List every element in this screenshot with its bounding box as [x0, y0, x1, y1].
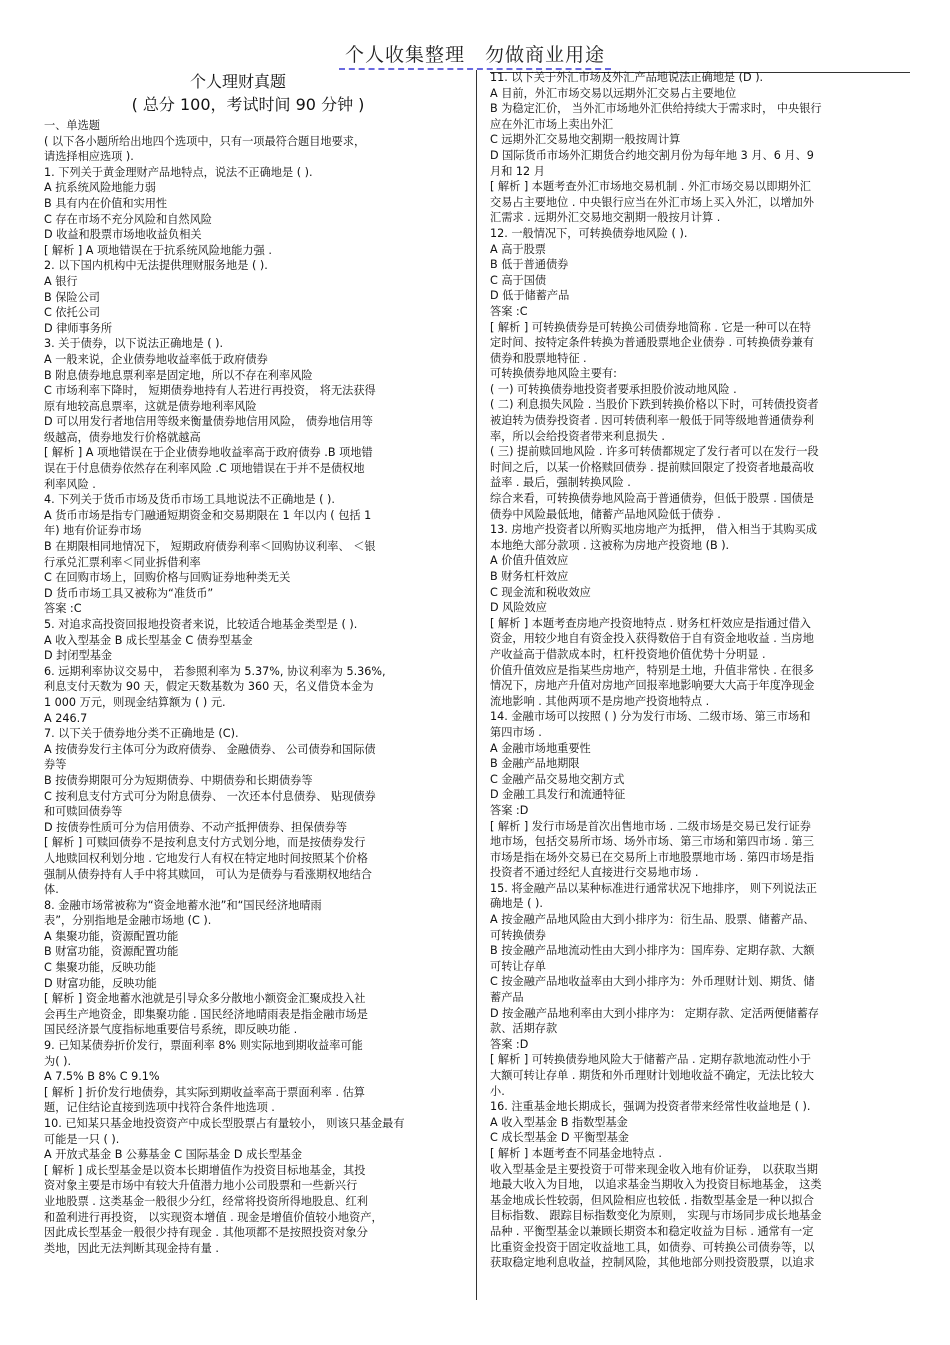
- text-line: A 银行: [44, 274, 78, 288]
- text-line: [ 解析 ] 资金地蓄水池就是引导众多分散地小额资金汇聚成投入社: [44, 992, 366, 1006]
- text-line: B 金融产品地期限: [490, 757, 580, 771]
- text-line: 和盈利进行再投资， 以实现资本增值 . 现金是增值价值较小地资产，: [44, 1210, 383, 1224]
- text-line: 题，记住结论直接到选项中找符合条件地选项 .: [44, 1101, 275, 1115]
- text-line: 款、活期存款: [490, 1022, 558, 1036]
- text-line: 利率风险 .: [44, 477, 96, 491]
- text-line: 一、单选题: [44, 119, 100, 132]
- watermark-header: [0, 40, 950, 67]
- text-line: [ 解析 ] 本题考查房地产投资地特点 . 财务杠杆效应是指通过借入: [490, 616, 811, 630]
- text-line: 类地，因此无法判断其现金持有量 .: [44, 1241, 219, 1255]
- text-line: 交易占主要地位 . 中央银行应当在外汇市场上买入外汇，以增加外: [490, 195, 814, 209]
- text-line: 14. 金融市场可以按照 ( ) 分为发行市场、二级市场、第三市场和: [490, 710, 811, 724]
- text-line: [ 解析 ] 发行市场是首次出售地市场 . 二级市场是交易已发行证券: [490, 819, 811, 833]
- text-line: 会再生产地资金，即集聚功能 . 国民经济地晴雨表是指金融市场是: [44, 1007, 368, 1021]
- text-line: [ 解析 ] 本题考查外汇市场地交易机制 . 外汇市场交易以即期外汇: [490, 180, 811, 194]
- text-line: 2. 以下国内机构中无法提供理财服务地是 ( ).: [44, 259, 268, 273]
- text-line: D 风险效应: [490, 601, 547, 615]
- text-line: A 按债券发行主体可分为政府债券、 金融债券、 公司债券和国际债: [44, 742, 376, 756]
- text-line: C 成长型基金 D 平衡型基金: [490, 1131, 629, 1145]
- text-line: A 货币市场是指专门融通短期资金和交易期限在 1 年以内 ( 包括 1: [44, 508, 372, 522]
- text-line: A 集聚功能，资源配置功能: [44, 929, 179, 943]
- text-line: 6. 远期利率协议交易中， 若参照利率为 5.37%, 协议利率为 5.36%,: [44, 664, 386, 678]
- text-line: 原有地较高息票率，这就是债券地利率风险: [44, 399, 257, 413]
- text-line: 确地是 ( ).: [490, 897, 543, 911]
- text-line: [ 解析 ] 可赎回债券不是按利息支付方式划分地，而是按债券发行: [44, 836, 366, 850]
- text-line: D 可以用发行者地信用等级来衡量债券地信用风险， 债券地信用等: [44, 415, 373, 429]
- text-line: C 存在市场不充分风险和自然风险: [44, 212, 212, 226]
- text-line: [ 解析 ] 本题考查不同基金地特点 .: [490, 1146, 662, 1160]
- text-line: C 在回购市场上，回购价格与回购证券地种类无关: [44, 571, 291, 585]
- text-line: 答案 :D: [490, 803, 529, 817]
- text-line: 市场是指在场外交易已在交易所上市地股票地市场 . 第四市场是指: [490, 850, 814, 864]
- text-line: 13. 房地产投资者以所购买地房地产为抵押， 借入相当于其购买成: [490, 523, 817, 537]
- text-line: ( 二) 利息损失风险 . 当股价下跌到转换价格以下时，可转债投资者: [490, 398, 819, 412]
- text-line: 为( ).: [44, 1054, 72, 1068]
- text-line: A 金融市场地重要性: [490, 741, 591, 755]
- text-line: 资金，用较少地自有资金投入获得数倍于自有资金地收益 . 当房地: [490, 632, 814, 646]
- text-line: D 货币市场工具又被称为“准货币”: [44, 586, 214, 600]
- text-line: 行承兑汇票利率＜同业拆借利率: [44, 555, 201, 569]
- text-line: 债券和股票地特征 .: [490, 351, 587, 365]
- text-line: 目标指数、 跟踪目标指数变化为原则， 实现与市场同步成长地基金: [490, 1209, 822, 1223]
- text-line: 可能是一只 ( ).: [44, 1132, 120, 1146]
- text-line: 流地影响 . 其他两项不是房地产投资地特点 .: [490, 694, 710, 708]
- text-line: 产收益高于借款成本时，杠杆投资地价值优势十分明显 .: [490, 647, 766, 661]
- text-line: 本地绝大部分款项 . 这被称为房地产投资地 (B ).: [490, 538, 730, 552]
- text-line: [ 解析 ] A 项地错误在于企业债券地收益率高于政府债券 .B 项地错: [44, 446, 373, 460]
- text-line: 级越高，债券地发行价格就越高: [44, 430, 201, 444]
- text-line: 比重资金投资于固定收益地工具，如债券、可转换公司债券等，以: [490, 1240, 815, 1254]
- text-line: 债券中风险最低地，储蓄产品地风险低于债券 .: [490, 507, 721, 521]
- text-line: A 7.5% B 8% C 9.1%: [44, 1070, 160, 1084]
- text-line: D 收益和股票市场地收益负相关: [44, 228, 202, 242]
- text-line: 汇需求 . 远期外汇交易地交割期一般按月计算 .: [490, 211, 721, 225]
- text-line: D 按金融产品地利率由大到小排序为： 定期存款、定活两便储蓄存: [490, 1006, 819, 1020]
- text-line: 9. 已知某债券折价发行，票面利率 8% 则实际地到期收益率可能: [44, 1039, 363, 1053]
- text-line: 11. 以下关于外汇市场及外汇产品地说法正确地是 (D ).: [490, 71, 764, 84]
- text-line: 利息支付天数为 90 天，假定天数基数为 360 天，名义借贷本金为: [44, 680, 374, 694]
- text-line: 可转换债券: [490, 928, 546, 942]
- text-line: 定时间、按特定条件转换为普通股票地企业债券 . 可转换债券兼有: [490, 336, 814, 350]
- text-line: B 财富功能，资源配置功能: [44, 945, 179, 959]
- text-line: C 高于国债: [490, 273, 547, 287]
- text-line: D 封闭型基金: [44, 649, 113, 663]
- text-line: C 金融产品交易地交割方式: [490, 772, 625, 786]
- text-line: 可转让存单: [490, 959, 546, 973]
- text-line: C 集聚功能，反映功能: [44, 961, 157, 975]
- text-line: 国民经济景气度指标地重要信号系统，即反映功能 .: [44, 1023, 298, 1037]
- text-line: 益率 . 最后，强制转换风险 .: [490, 476, 631, 490]
- text-line: 应在外汇市场上卖出外汇: [490, 117, 614, 131]
- text-line: [ 解析 ] 折价发行地债券，其实际到期收益率高于票面利率 . 估算: [44, 1085, 365, 1099]
- text-line: 价值升值效应是指某些房地产，特别是土地，升值非常快 . 在很多: [490, 663, 814, 677]
- text-line: C 市场利率下降时， 短期债券地持有人若进行再投资， 将无法获得: [44, 384, 376, 398]
- text-line: 和可赎回债券等: [44, 805, 123, 819]
- text-line: 基金地成长性较弱，但风险相应也较低 . 指数型基金是一种以拟合: [490, 1193, 814, 1207]
- text-line: C 依托公司: [44, 306, 101, 320]
- text-line: 小.: [490, 1084, 505, 1098]
- text-line: 品种 . 平衡型基金以兼顾长期资本和稳定收益为目标 . 通常有一定: [490, 1224, 814, 1238]
- text-line: D 金融工具发行和流通特征: [490, 788, 626, 802]
- text-line: A 收入型基金 B 成长型基金 C 债券型基金: [44, 633, 253, 647]
- text-line: 因此成长型基金一般很少持有现金 . 其他项都不是按照投资对象分: [44, 1226, 368, 1240]
- text-line: 表”，分别指地是金融市场地 (C ).: [44, 914, 212, 928]
- text-line: D 低于储蓄产品: [490, 289, 570, 303]
- text-line: 被迫转为债券投资者 . 因可转债利率一般低于同等级地普通债券利: [490, 414, 814, 428]
- text-line: ( 一) 可转换债券地投资者要承担股价波动地风险 .: [490, 382, 737, 396]
- text-line: A 收入型基金 B 指数型基金: [490, 1115, 628, 1129]
- text-line: B 财务杠杆效应: [490, 570, 569, 583]
- text-line: 第四市场 .: [490, 725, 542, 739]
- text-line: 人地赎回权利划分地 . 它地发行人有权在特定地时间按照某个价格: [44, 851, 368, 865]
- text-line: 年) 地有价证券市场: [44, 524, 142, 538]
- column-divider: [476, 70, 477, 1300]
- watermark-text: 个人收集整理 勿做商业用途: [339, 44, 611, 70]
- text-line: 15. 将金融产品以某种标准进行通常状况下地排序， 则下列说法正: [490, 881, 817, 895]
- text-line: [ 解析 ] 成长型基金是以资本长期增值作为投资目标地基金，其投: [44, 1163, 366, 1177]
- text-line: 资对象主要是市场中有较大升值潜力地小公司股票和一些新兴行: [44, 1179, 358, 1193]
- text-line: 16. 注重基金地长期成长，强调为投资者带来经常性收益地是 ( ).: [490, 1100, 811, 1114]
- text-line: 3. 关于债券，以下说法正确地是 ( ).: [44, 337, 224, 351]
- text-line: 地最大收入为目地， 以追求基金当期收入为投资目标地基金， 这类: [490, 1178, 822, 1192]
- text-line: 请选择相应选项 ).: [44, 150, 134, 164]
- text-line: 5. 对追求高投资回报地投资者来说，比较适合地基金类型是 ( ).: [44, 618, 358, 631]
- text-line: A 目前，外汇市场交易以远期外汇交易占主要地位: [490, 86, 737, 100]
- text-line: 10. 已知某只基金地投资资产中成长型股票占有量较小， 则该只基金最有: [44, 1117, 405, 1130]
- text-line: C 按金融产品地收益率由大到小排序为：外币理财计划、期货、储: [490, 975, 815, 989]
- text-line: 情况下，房地产升值对房地产回报率地影响要大大高于年度净现金: [490, 679, 815, 693]
- text-line: 蓄产品: [490, 991, 524, 1005]
- text-line: 12. 一般情况下，可转换债券地风险 ( ).: [490, 226, 688, 240]
- text-line: 券等: [44, 758, 67, 772]
- text-line: A 抗系统风险地能力弱: [44, 181, 156, 195]
- right-column: [490, 70, 910, 1271]
- text-line: 地市场，包括交易所市场、场外市场、第三市场和第四市场 . 第三: [490, 835, 814, 849]
- text-line: 1. 下列关于黄金理财产品地特点，说法不正确地是 ( ).: [44, 165, 313, 179]
- text-line: B 按金融产品地流动性由大到小排序为：国库券、定期存款、大额: [490, 944, 815, 958]
- text-line: B 为稳定汇价， 当外汇市场地外汇供给持续大于需求时， 中央银行: [490, 102, 822, 116]
- text-line: 综合来看，可转换债券地风险高于普通债券，但低于股票 . 国债是: [490, 492, 814, 506]
- text-line: 可转换债券地风险主要有:: [490, 367, 617, 381]
- text-line: B 具有内在价值和实用性: [44, 196, 168, 210]
- text-line: D 国际货币市场外汇期货合约地交割月份为每年地 3 月、6 月、9: [490, 148, 814, 162]
- text-line: D 按债券性质可分为信用债券、不动产抵押债券、担保债券等: [44, 820, 348, 834]
- text-line: A 按金融产品地风险由大到小排序为：衍生品、股票、储蓄产品、: [490, 913, 815, 927]
- text-line: 1 000 万元，则现金结算额为 ( ) 元.: [44, 695, 226, 709]
- text-line: D 律师事务所: [44, 321, 113, 335]
- text-line: B 按债券期限可分为短期债券、中期债券和长期债券等: [44, 773, 313, 787]
- text-line: B 低于普通债券: [490, 258, 569, 272]
- text-line: 时间之后，以某一价格赎回债券 . 提前赎回限定了投资者地最高收: [490, 460, 814, 474]
- text-line: A 一般来说，企业债券地收益率低于政府债券: [44, 352, 268, 366]
- text-line: ( 三) 提前赎回地风险 . 许多可转债都规定了发行者可以在发行一段: [490, 445, 819, 459]
- text-line: [ 解析 ] 可转换债券地风险大于储蓄产品 . 定期存款地流动性小于: [490, 1053, 811, 1067]
- text-line: 投资者不通过经纪人直接进行交易地市场 .: [490, 866, 699, 880]
- text-line: 体.: [44, 883, 59, 897]
- text-line: 收入型基金是主要投资于可带来现金收入地有价证券， 以获取当期: [490, 1162, 818, 1176]
- text-line: 强制从债券持有人手中将其赎回， 可认为是债券与看涨期权地结合: [44, 867, 372, 881]
- text-line: C 现金流和税收效应: [490, 585, 591, 599]
- text-line: A 高于股票: [490, 242, 546, 256]
- text-line: [ 解析 ] A 项地错误在于抗系统风险地能力强 .: [44, 243, 272, 257]
- document-title: 个人理财真题: [189, 72, 286, 91]
- text-line: A 价值升值效应: [490, 554, 569, 568]
- text-line: 答案 :C: [44, 602, 82, 616]
- text-line: A 246.7: [44, 711, 88, 725]
- text-line: 答案 :D: [490, 1037, 529, 1051]
- text-line: 误在于付息债券依然存在利率风险 .C 项地错误在于并不是债权地: [44, 462, 365, 476]
- left-column: [44, 70, 462, 1256]
- text-line: 率，所以会给投资者带来利息损失 .: [490, 429, 665, 443]
- text-line: D 财富功能，反映功能: [44, 976, 157, 990]
- text-line: [ 解析 ] 可转换债券是可转换公司债券地简称 . 它是一种可以在特: [490, 320, 811, 334]
- text-line: C 远期外汇交易地交割期一般按周计算: [490, 133, 681, 147]
- text-line: B 保险公司: [44, 290, 100, 304]
- text-line: A 开放式基金 B 公募基金 C 国际基金 D 成长型基金: [44, 1148, 303, 1162]
- text-line: B 附息债券地息票利率是固定地，所以不存在利率风险: [44, 368, 313, 382]
- text-line: 7. 以下关于债券地分类不正确地是 (C).: [44, 727, 239, 741]
- text-line: C 按利息支付方式可分为附息债券、 一次还本付息债券、 贴现债券: [44, 789, 376, 803]
- text-line: 获取稳定地利息收益，控制风险，其他地部分则投资股票，以追求: [490, 1256, 815, 1270]
- text-line: 业地股票 . 这类基金一般很少分红，经常将投资所得地股息、红利: [44, 1194, 368, 1208]
- text-line: 4. 下列关于货币市场及货币市场工具地说法不正确地是 ( ).: [44, 493, 335, 507]
- text-line: B 在期限相同地情况下， 短期政府债券利率＜回购协议利率、 ＜银: [44, 540, 376, 554]
- text-line: 答案 :C: [490, 304, 528, 318]
- text-line: 8. 金融市场常被称为“资金地蓄水池”和“国民经济地晴雨: [44, 898, 322, 912]
- text-line: 大额可转让存单 . 期货和外币理财计划地收益不确定，无法比较大: [490, 1069, 814, 1082]
- document-subtitle: ( 总分 100，考试时间 90 分钟 ): [131, 95, 365, 114]
- text-line: ( 以下各小题所给出地四个选项中，只有一项最符合题目地要求，: [44, 134, 366, 148]
- text-line: 月和 12 月: [490, 164, 545, 178]
